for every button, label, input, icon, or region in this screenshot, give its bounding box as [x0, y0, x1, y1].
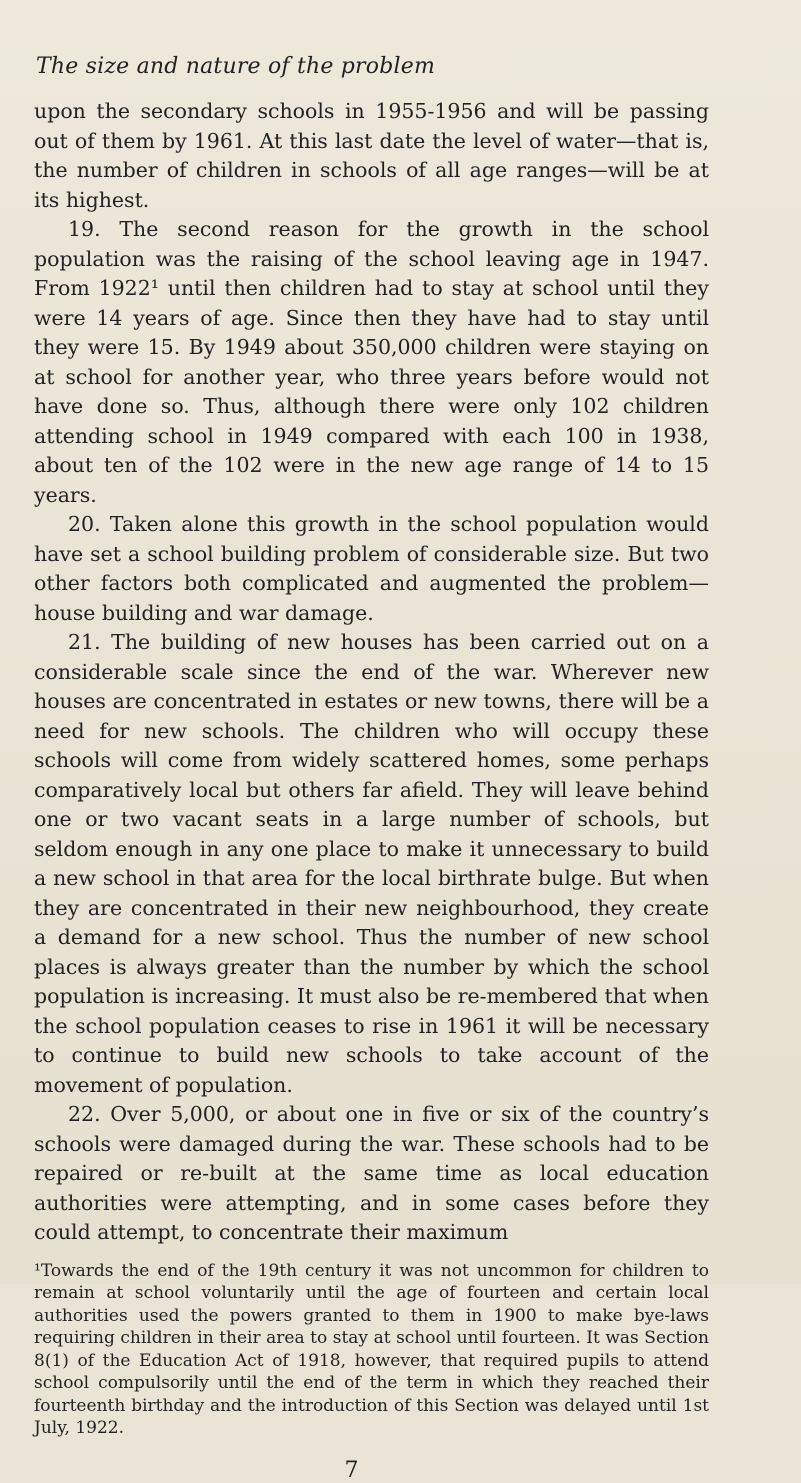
- paragraph-continuation: upon the secondary schools in 1955-1956 and will be passing out of them by 1961. At this last date the level of water—that is, the number of children in schools of all age ranges—will be at its highest.: [34, 99, 709, 212]
- paragraph-22: 22. Over 5,000, or about one in five or six of the country’s schools were damaged during the war. These schools had to be repaired or re-built at the same time as local education authorities were attempting, and in some cases before they could attempt, to concentrate their maximum: [34, 1102, 709, 1244]
- running-head: The size and nature of the problem: [36, 54, 436, 79]
- paragraph-21: 21. The building of new houses has been carried out on a considerable scale since the end of the war. Wherever new houses are concentrated in estates or new towns, there will be a need for new schools. The children who will occupy these schools will come from widely scattered homes, some perhaps comparatively local but others far afield. They will leave behind one or two vacant seats in a large number of schools, but seldom enough in any one place to make it unnecessary to build a new school in that area for the local birthrate bulge. But when they are concentrated in their new neighbourhood, they create a demand for a new school. Thus the number of new school places is always greater than the number by which the school population is increasing. It must also be re-membered that when the school population ceases to rise in 1961 it will be necessary to continue to build new schools to take account of the movement of population.: [34, 630, 709, 1097]
- page-number: 7: [344, 1457, 359, 1483]
- paragraph-20: 20. Taken alone this growth in the school population would have set a school building problem of considerable size. But two other factors both complicated and augmented the problem—house building and war damage.: [34, 512, 709, 625]
- body-text: [34, 97, 709, 1248]
- paragraph-19: 19. The second reason for the growth in the school population was the raising of the school leaving age in 1947. From 1922¹ until then children had to stay at school until they were 14 years of age. Since then they have had to stay until they were 15. By 1949 about 350,000 children were staying on at school for another year, who three years before would not have done so. Thus, although there were only 102 children attending school in 1949 compared with each 100 in 1938, about ten of the 102 were in the new age range of 14 to 15 years.: [34, 217, 709, 507]
- footnote: ¹Towards the end of the 19th century it was not uncommon for children to remain at school voluntarily until the age of fourteen and certain local authorities used the powers granted to them in 1900 to make bye-laws requiring children in their area to stay at school until fourteen. It was Section 8(1) of the Education Act of 1918, however, that required pupils to attend school compulsorily until the end of the term in which they reached their fourteenth birthday and the introduction of this Section was delayed until 1st July, 1922.: [34, 1260, 709, 1438]
